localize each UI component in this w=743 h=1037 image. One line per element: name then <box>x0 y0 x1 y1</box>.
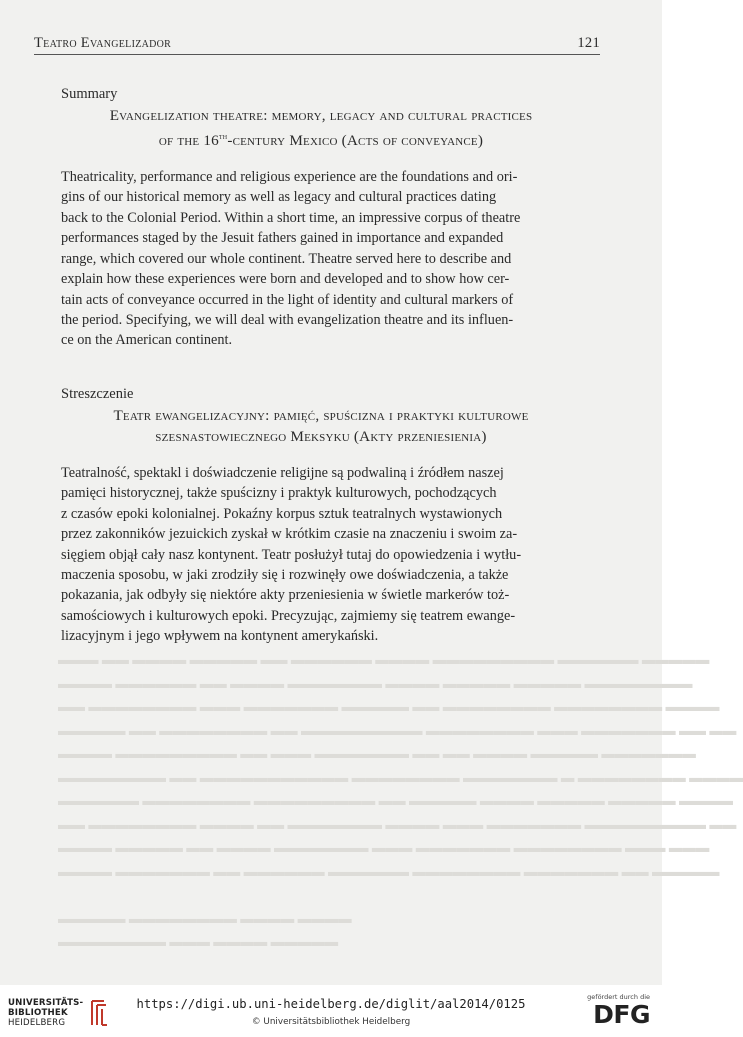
bleed-through-texture: ▬▬▬ ▬▬ ▬▬▬▬ ▬▬▬▬▬ ▬▬ ▬▬▬▬▬▬ ▬▬▬▬ ▬▬▬▬▬▬▬▬▬ ▬▬▬▬▬▬ ▬▬▬▬▬ ▬▬▬▬ ▬▬▬▬▬▬ ▬▬ ▬▬▬▬ ▬▬▬▬▬▬▬ ▬▬▬▬ ▬▬▬▬▬ ▬▬▬▬▬ ▬▬▬▬▬▬▬▬ ▬▬ ▬▬▬▬▬▬▬▬ ▬▬▬ ▬▬▬▬▬▬▬ ▬▬▬▬▬ ▬▬ ▬▬▬▬▬▬▬▬ ▬▬▬▬▬▬▬▬ ▬▬▬▬ ▬▬▬▬▬ ▬▬ ▬▬▬▬▬▬▬▬ ▬▬ ▬▬▬▬▬▬▬▬▬ ▬▬▬▬▬▬▬▬ ▬▬▬ ▬▬▬▬▬▬▬ ▬▬ ▬▬ ▬▬▬▬ ▬▬▬▬▬▬▬▬▬ ▬▬ ▬▬▬ ▬▬▬▬▬▬▬ ▬▬ ▬▬ ▬▬▬▬ ▬▬▬▬▬ ▬▬▬▬▬▬▬ ▬▬▬▬▬▬▬▬ ▬▬ ▬▬▬▬▬▬▬▬▬▬▬ ▬▬▬▬▬▬▬▬ ▬▬▬▬▬▬▬ ▬ ▬▬▬▬▬▬▬▬ ▬▬▬▬ ▬▬▬▬▬▬ ▬▬▬▬▬▬▬▬ ▬▬▬▬▬▬▬▬▬ ▬▬ ▬▬▬▬▬ ▬▬▬▬ ▬▬▬▬▬ ▬▬▬▬▬ ▬▬▬▬ ▬▬ ▬▬▬▬▬▬▬▬ ▬▬▬▬ ▬▬ ▬▬▬▬▬▬▬ ▬▬▬▬ ▬▬▬ ▬▬▬▬▬▬▬ ▬▬▬▬▬▬▬▬▬ ▬▬ ▬▬▬▬ ▬▬▬▬▬ ▬▬ ▬▬▬▬ ▬▬▬▬▬▬▬ ▬▬▬ ▬▬▬▬▬▬▬ ▬▬▬▬▬▬▬▬ ▬▬▬ ▬▬▬ ▬▬▬▬ ▬▬▬▬▬▬▬ ▬▬ ▬▬▬▬▬▬ ▬▬▬▬▬▬ ▬▬▬▬▬▬▬▬ ▬▬▬▬▬▬▬ ▬▬ ▬▬▬▬▬ ▬▬▬▬▬ ▬▬▬▬▬▬▬▬ ▬▬▬▬ ▬▬▬▬ ▬▬▬▬▬▬▬▬ ▬▬▬ ▬▬▬▬ ▬▬▬▬▬ <box>58 652 743 949</box>
funder-caption: gefördert durch die <box>587 993 650 1001</box>
page-number: 121 <box>577 35 600 51</box>
summary-label: Summary <box>61 86 118 102</box>
text-line: performances staged by the Jesuit fathers gained in importance and expanded <box>61 230 504 247</box>
library-name-line: HEIDELBERG <box>8 1018 66 1028</box>
text-line: Theatricality, performance and religious experience are the foundations and ori- <box>61 169 518 186</box>
text-line: lizacyjnym i jego wpływem na kontynent amerykański. <box>61 628 379 645</box>
streszczenie-title-line-1: Teatr ewangelizacyjny: pamięć, spuścizna i praktyki kulturowe <box>113 407 529 424</box>
copyright-notice: © Universitätsbibliothek Heidelberg <box>251 1017 411 1027</box>
text-line: z czasów epoki kolonialnej. Pokaźny korpus sztuk teatralnych wystawionych <box>61 505 503 522</box>
text-line: przez zakonników jezuickich zyskał w krótkim czasie na znaczeniu i swoim za- <box>61 526 518 543</box>
text-line: the period. Specifying, we will deal with evangelization theatre and its influen- <box>61 311 514 328</box>
text-line: gins of our historical memory as well as legacy and cultural practices dating <box>61 189 497 206</box>
streszczenie-title <box>61 405 581 447</box>
summary-body <box>61 167 581 351</box>
text-line: samościowych i kulturowych epoki. Precyzując, zajmiemy się teatrem ewange- <box>61 607 516 624</box>
running-head <box>34 35 600 52</box>
text-line: pokazania, jak odbyły się niektóre akty przeniesienia w świetle markerów toż- <box>61 587 510 604</box>
streszczenie-section <box>61 386 581 647</box>
text-line: maczenia sposobu, w jaki zrodziły się i rozwinęły owe doświadczenia, a także <box>61 567 509 584</box>
text-line: pamięci historycznej, także spuścizny i praktyk kulturowych, pochodzących <box>61 485 497 502</box>
summary-title-part: of the 16 <box>158 132 219 150</box>
text-line: tain acts of conveyance occurred in the light of identity and cultural markers of <box>61 291 514 308</box>
streszczenie-label: Streszczenie <box>61 386 134 402</box>
summary-title <box>61 105 581 151</box>
library-name-line: BIBLIOTHEK <box>8 1008 68 1018</box>
dfg-logo: DFG <box>593 1000 650 1029</box>
summary-section <box>61 86 581 351</box>
permalink-url[interactable]: https://digi.ub.uni-heidelberg.de/diglit/aal2014/0125 <box>136 997 526 1011</box>
text-line: back to the Colonial Period. Within a short time, an impressive corpus of theatre <box>61 209 521 226</box>
text-line: range, which covered our whole continent. Theatre served here to describe and <box>61 250 512 267</box>
text-line: sięgiem objął cały nasz kontynent. Teatr posłużył tutaj do opowiedzenia i wytłu- <box>61 546 522 563</box>
header-rule <box>34 54 600 55</box>
summary-title-line-1: Evangelization theatre: memory, legacy and cultural practices <box>109 107 533 124</box>
running-title: Teatro Evangelizador <box>34 35 172 51</box>
summary-title-line-2 <box>61 126 581 151</box>
text-line: explain how these experiences were born and developed and to show how cer- <box>61 271 510 288</box>
summary-title-part: -century Mexico (Acts of conveyance) <box>227 132 484 150</box>
funder-logo[interactable] <box>587 993 650 1028</box>
streszczenie-body <box>61 463 581 647</box>
streszczenie-title-line-2: szesnastowiecznego Meksyku (Akty przeniesienia) <box>155 428 487 445</box>
viewer-footer <box>0 985 662 1037</box>
library-name-line: UNIVERSITÄTS- <box>8 998 84 1008</box>
summary-title-superscript: th <box>218 131 228 141</box>
text-line: ce on the American continent. <box>61 332 233 349</box>
text-line: Teatralność, spektakl i doświadczenie religijne są podwaliną i źródłem naszej <box>61 465 504 481</box>
